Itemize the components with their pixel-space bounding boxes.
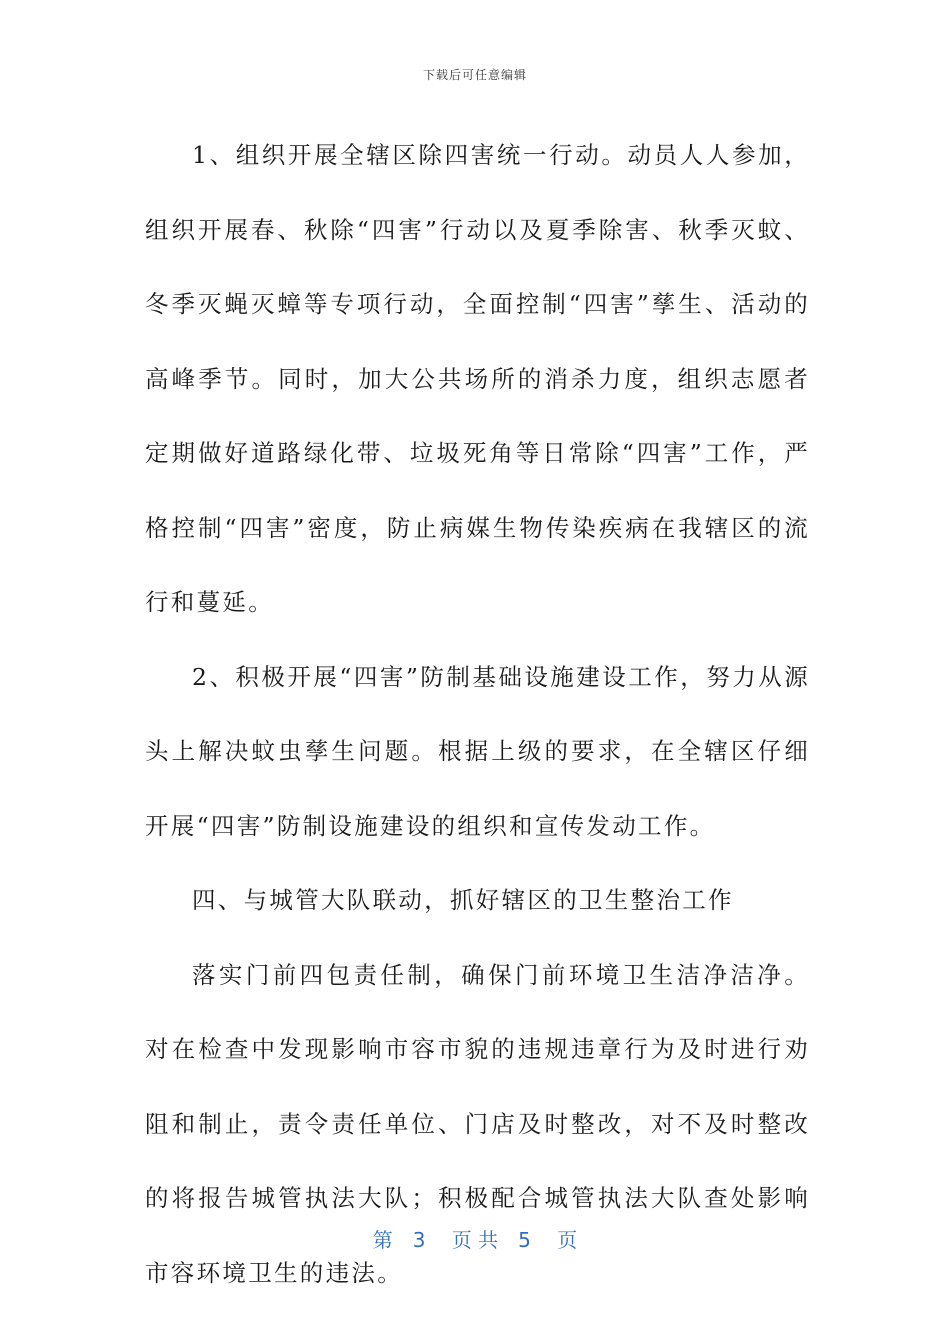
header-note: 下载后可任意编辑 (422, 68, 527, 82)
paragraph-infrastructure: 2、积极开展“四害”防制基础设施建设工作，努力从源头上解决蚊虫孳生问题。根据上级的要求，在全辖区仔细开展“四害”防制设施建设的组织和宣传发动工作。 (145, 662, 810, 840)
document-body (145, 118, 810, 1310)
section-heading-four: 四、与城管大队联动，抓好辖区的卫生整治工作 (192, 886, 734, 914)
paragraph-unified-action: 1、组织开展全辖区除四害统一行动。动员人人参加，组织开展春、秋除“四害”行动以及夏季除害、秋季灭蚊、冬季灭蝇灭蟑等专项行动，全面控制“四害”孳生、活动的高峰季节。同时，加大公共场所的消杀力度，组织志愿者定期做好道路绿化带、垃圾死角等日常除“四害”工作，严格控制“四害”密度，防止病媒生物传染疾病在我辖区的流行和蔓延。 (145, 141, 810, 616)
page-number-footer (0, 1224, 950, 1253)
paragraph-responsibility: 落实门前四包责任制，确保门前环境卫生洁净洁净。对在检查中发现影响市容市貌的违规违章行为及时进行劝阻和制止，责令责任单位、门店及时整改，对不及时整改的将报告城管执法大队；积极配合城管执法大队查处影响市容环境卫生的违法。 (145, 960, 810, 1287)
page-number-text: 第 3 页 共 5 页 (372, 1228, 578, 1252)
